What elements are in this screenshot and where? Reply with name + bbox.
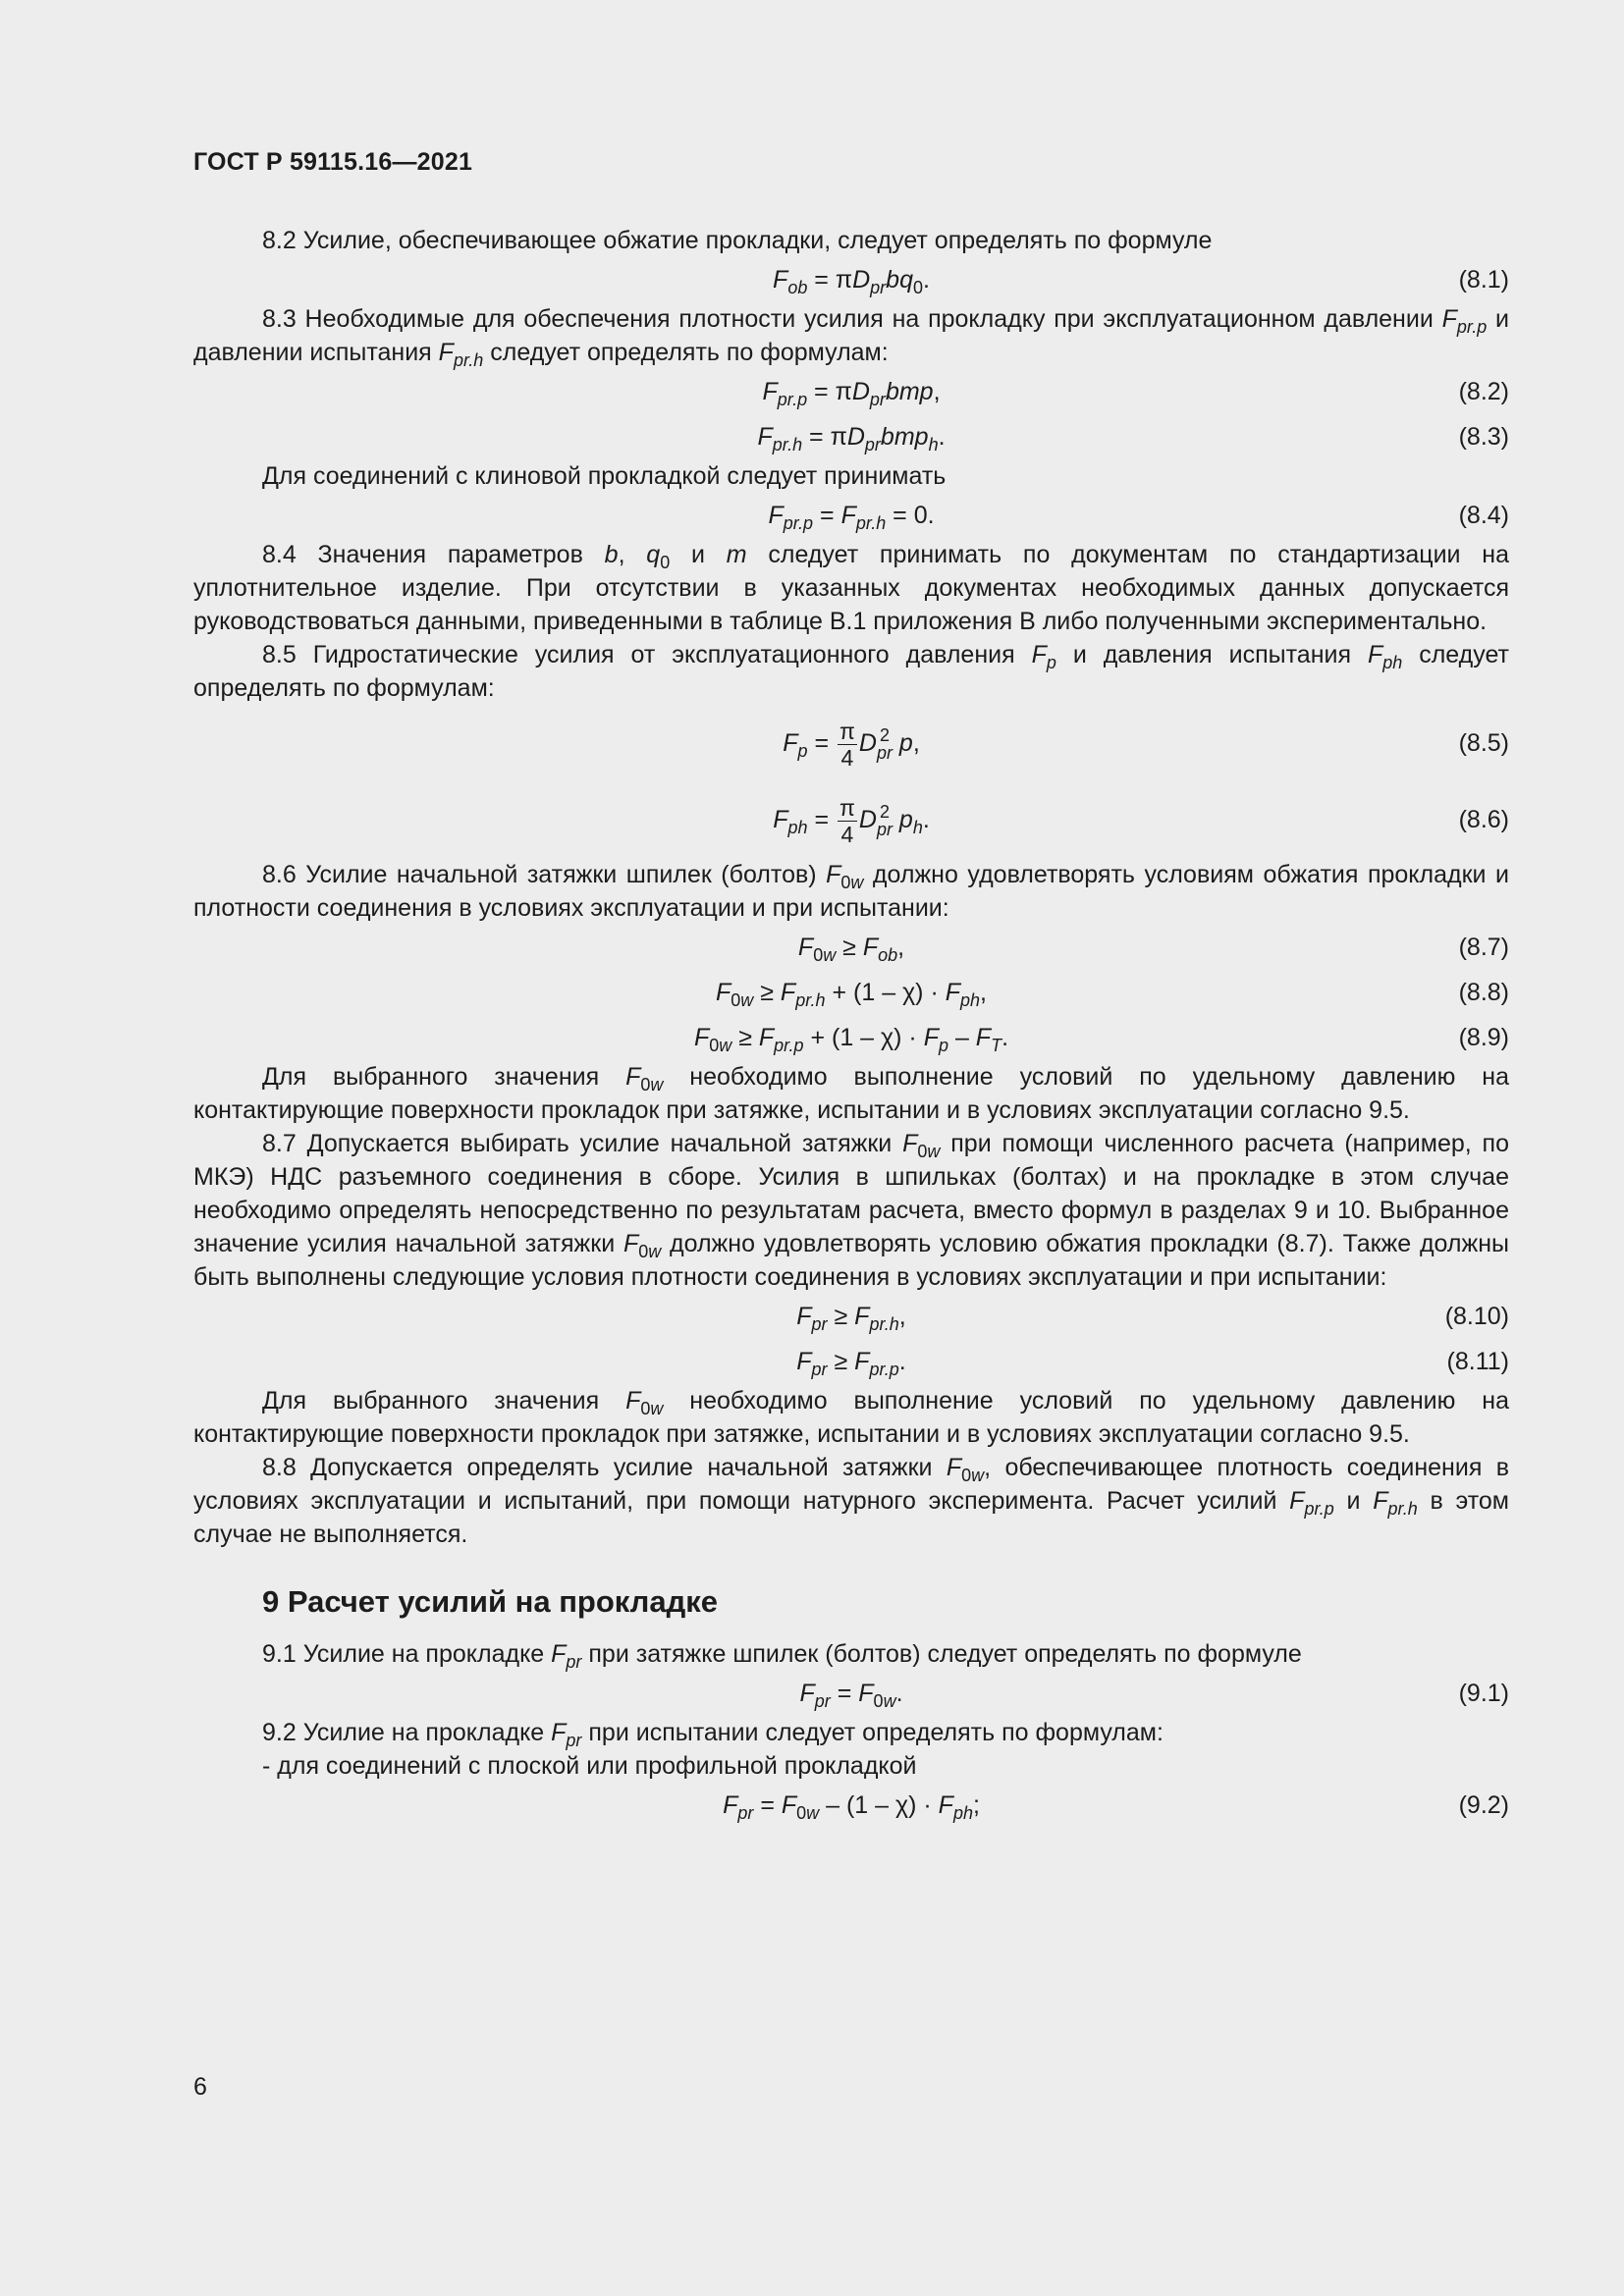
formula-number: (8.9) [1458,1024,1509,1051]
formula-8-1: $F_{ob} = \pi D_{pr}bq_0$. (8.1) [193,257,1509,302]
document-header: ГОСТ Р 59115.16—2021 [193,148,473,176]
formula-8-11: $F_{pr} \ge F_{pr.p}$. (8.11) [193,1339,1509,1384]
formula-number: (8.2) [1458,378,1509,405]
formula-number: (8.10) [1444,1303,1509,1330]
para-8-3: 8.3 Необходимые для обеспечения плотности усилия на прокладку при эксплуатационном давлении $F_{pr.p}$ и давлении испытания $F_{pr.h}$ следует определять по формулам: [193,305,1509,370]
formula-8-4: $F_{pr.p} = F_{pr.h} = 0$. (8.4) [193,493,1509,538]
formula-8-9: $F_{0w} \ge F_{pr.p} + (1 - \chi) \cdot F_p - F_T$. (8.9) [193,1015,1509,1060]
page-content [193,224,1509,1828]
formula-number: (8.11) [1446,1348,1509,1375]
formula-number: (8.6) [1458,806,1509,833]
formula-8-2: $F_{pr.p} = \pi D_{pr}bmp$, (8.2) [193,369,1509,414]
formula-8-8: $F_{0w} \ge F_{pr.h} + (1 - \chi) \cdot F_{ph}$, (8.8) [193,970,1509,1015]
list-item-flat-gasket: - для соединений с плоской или профильной прокладкой [262,1752,917,1780]
formula-8-3: $F_{pr.h} = \pi D_{pr}bmp_h$. (8.3) [193,414,1509,459]
para-8-5: 8.5 Гидростатические усилия от эксплуатационного давления $F_p$ и давления испытания $F_{ph}$ следует определять по формулам: [193,641,1509,702]
formula-9-1: $F_{pr} = F_{0w}$. (9.1) [193,1671,1509,1716]
formula-number: (8.4) [1458,502,1509,529]
formula-number: (8.5) [1458,729,1509,757]
para-9-1: 9.1 Усилие на прокладке $F_{pr}$ при затяжке шпилек (болтов) следует определять по формуле [262,1640,1302,1672]
formula-number: (9.1) [1458,1680,1509,1707]
para-selected-1: Для выбранного значения $F_{0w}$ необходимо выполнение условий по удельному давлению на контактирующие поверхности прокладок при затяжке, испытании и в условиях эксплуатации согласно 9.5. [193,1063,1509,1124]
para-8-4: 8.4 Значения параметров b, $q_0$ и m следует принимать по документам по стандартизации на уплотнительное изделие. При отсутствии в указанных документах необходимых данных допускается руководствоваться данными, приведенными в таблице В.1 приложения В либо полученными экспериментально. [193,541,1509,635]
para-selected-2: Для выбранного значения $F_{0w}$ необходимо выполнение условий по удельному давлению на контактирующие поверхности прокладок при затяжке, испытании и в условиях эксплуатации согласно 9.5. [193,1387,1509,1448]
para-8-7: 8.7 Допускается выбирать усилие начальной затяжки $F_{0w}$ при помощи численного расчета (например, по МКЭ) НДС разъемного соединения в сборе. Усилия в шпильках (болтах) и на прокладке в этом случае необходимо определять непосредственно по результатам расчета, вместо формул в разделах 9 и 10. Выбранное значение усилия начальной затяжки $F_{0w}$ должно удовлетворять условию обжатия прокладки (8.7). Также должны быть выполнены следующие условия плотности соединения в условиях эксплуатации и при испытании: [193,1130,1509,1291]
formula-8-6: $F_{ph}$ = $\frac{\pi}{4}$ D 2 pr $p_h$. (8.6) [193,781,1509,858]
formula-number: (9.2) [1458,1791,1509,1819]
para-wedge: Для соединений с клиновой прокладкой следует принимать [262,462,947,490]
formula-9-2: $F_{pr} = F_{0w} - (1 - \chi) \cdot F_{ph}$; (9.2) [193,1783,1509,1828]
formula-number: (8.7) [1458,934,1509,961]
formula-8-5: $F_p$ = $\frac{\pi}{4}$ D 2 pr p, (8.5) [193,705,1509,781]
section-9-title: 9 Расчет усилий на прокладке [262,1584,719,1619]
para-8-8: 8.8 Допускается определять усилие начальной затяжки $F_{0w}$, обеспечивающее плотность соединения в условиях эксплуатации и испытаний, при помощи натурного эксперимента. Расчет усилий $F_{pr.p}$ и $F_{pr.h}$ в этом случае не выполняется. [193,1454,1509,1548]
formula-number: (8.1) [1458,266,1509,294]
para-8-2: 8.2 Усилие, обеспечивающее обжатие прокладки, следует определять по формуле [262,227,1213,254]
page-number: 6 [193,2073,207,2101]
para-8-6: 8.6 Усилие начальной затяжки шпилек (болтов) $F_{0w}$ должно удовлетворять условиям обжатия прокладки и плотности соединения в условиях эксплуатации и при испытании: [193,861,1509,922]
formula-number: (8.8) [1458,979,1509,1006]
formula-8-7: $F_{0w} \ge F_{ob}$, (8.7) [193,925,1509,970]
formula-number: (8.3) [1458,423,1509,451]
formula-8-10: $F_{pr} \ge F_{pr.h}$, (8.10) [193,1294,1509,1339]
para-9-2: 9.2 Усилие на прокладке $F_{pr}$ при испытании следует определять по формулам: [262,1719,1164,1750]
